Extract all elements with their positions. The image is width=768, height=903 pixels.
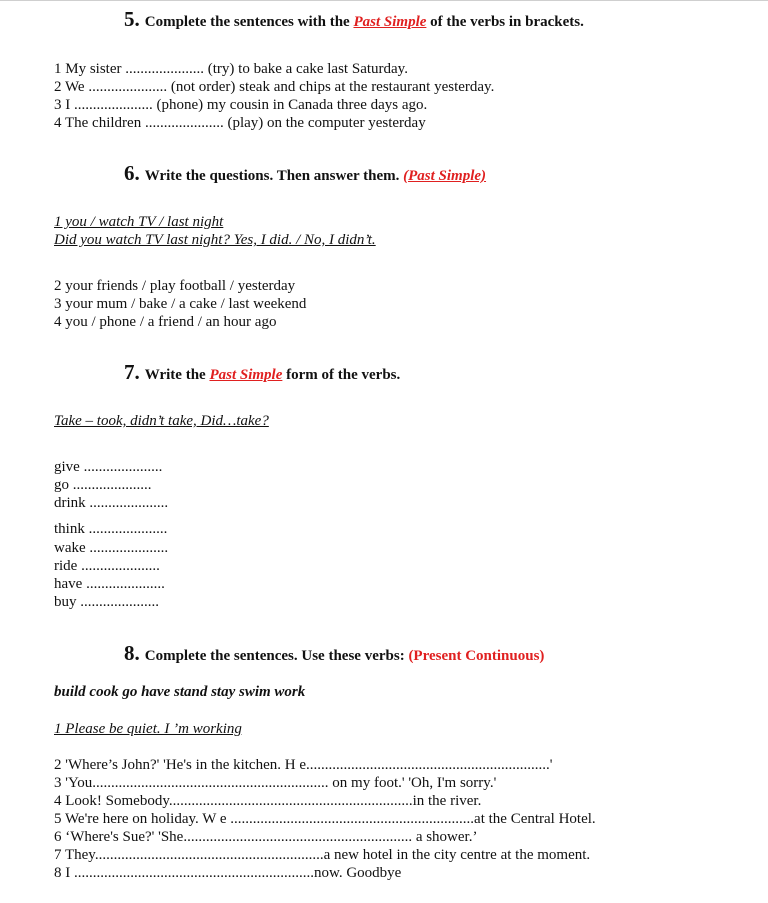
sentence-line: 3 I ..................... (phone) my cousin in Canada three days ago. <box>54 97 428 113</box>
tense-label: Past Simple <box>353 14 427 30</box>
verb-line: give ..................... <box>54 459 163 475</box>
sentence-line: 7 They.............................................................a new hotel in the city centre at the moment. <box>54 847 591 863</box>
example-sentence: 1 Please be quiet. I ’m working <box>54 721 242 737</box>
section-number: 8. <box>124 641 140 665</box>
sentence-line: 8 I ................................................................now. Goodbye <box>54 865 402 881</box>
verb-line: wake ..................... <box>54 540 169 556</box>
sentence-line: 6 ‘Where's Sue?' 'She............................................................. a shower.’ <box>54 829 478 845</box>
heading-text: Write the <box>144 367 206 383</box>
question-line: 4 you / phone / a friend / an hour ago <box>54 314 277 330</box>
sentence-line: 4 Look! Somebody.................................................................in the river. <box>54 793 482 809</box>
section-number: 6. <box>124 161 140 185</box>
heading-text: of the verbs in brackets. <box>430 14 584 30</box>
sentence-line: 3 'You............................................................... on my foot.' 'Oh, I'm sorry.' <box>54 775 497 791</box>
sentence-line: 2 We ..................... (not order) steak and chips at the restaurant yesterday. <box>54 79 495 95</box>
heading-text: form of the verbs. <box>286 367 401 383</box>
section-5-heading <box>124 7 584 32</box>
section-7-heading <box>124 360 400 385</box>
heading-text: Complete the sentences with the <box>144 14 350 30</box>
heading-text: Write the questions. Then answer them. <box>144 168 400 184</box>
top-divider <box>0 0 768 1</box>
question-line: 3 your mum / bake / a cake / last weekend <box>54 296 307 312</box>
section-number: 5. <box>124 7 140 31</box>
verb-line: go ..................... <box>54 477 152 493</box>
heading-text: Complete the sentences. Use these verbs: <box>144 648 405 664</box>
sentence-line: 4 The children ..................... (play) on the computer yesterday <box>54 115 426 131</box>
sentence-line: 1 My sister ..................... (try) to bake a cake last Saturday. <box>54 61 408 77</box>
verb-line: drink ..................... <box>54 495 169 511</box>
example-question: 1 you / watch TV / last night <box>54 214 224 230</box>
example-answer: Did you watch TV last night? Yes, I did. / No, I didn’t. <box>54 232 376 248</box>
sentence-line: 5 We're here on holiday. W e .................................................................at the Central Hotel. <box>54 811 596 827</box>
verb-line: ride ..................... <box>54 558 160 574</box>
verb-list: build cook go have stand stay swim work <box>54 684 306 700</box>
verb-line: think ..................... <box>54 521 168 537</box>
sentence-line: 2 'Where’s John?' 'He's in the kitchen. H e.................................................................' <box>54 757 553 773</box>
tense-label: (Present Continuous) <box>408 648 545 664</box>
section-6-heading <box>124 161 486 186</box>
question-line: 2 your friends / play football / yesterday <box>54 278 296 294</box>
tense-label: (Past Simple) <box>403 168 487 184</box>
section-number: 7. <box>124 360 140 384</box>
section-8-heading <box>124 641 544 666</box>
tense-label: Past Simple <box>209 367 283 383</box>
example-verb-forms: Take – took, didn’t take, Did…take? <box>54 413 269 429</box>
verb-line: have ..................... <box>54 576 165 592</box>
verb-line: buy ..................... <box>54 594 159 610</box>
